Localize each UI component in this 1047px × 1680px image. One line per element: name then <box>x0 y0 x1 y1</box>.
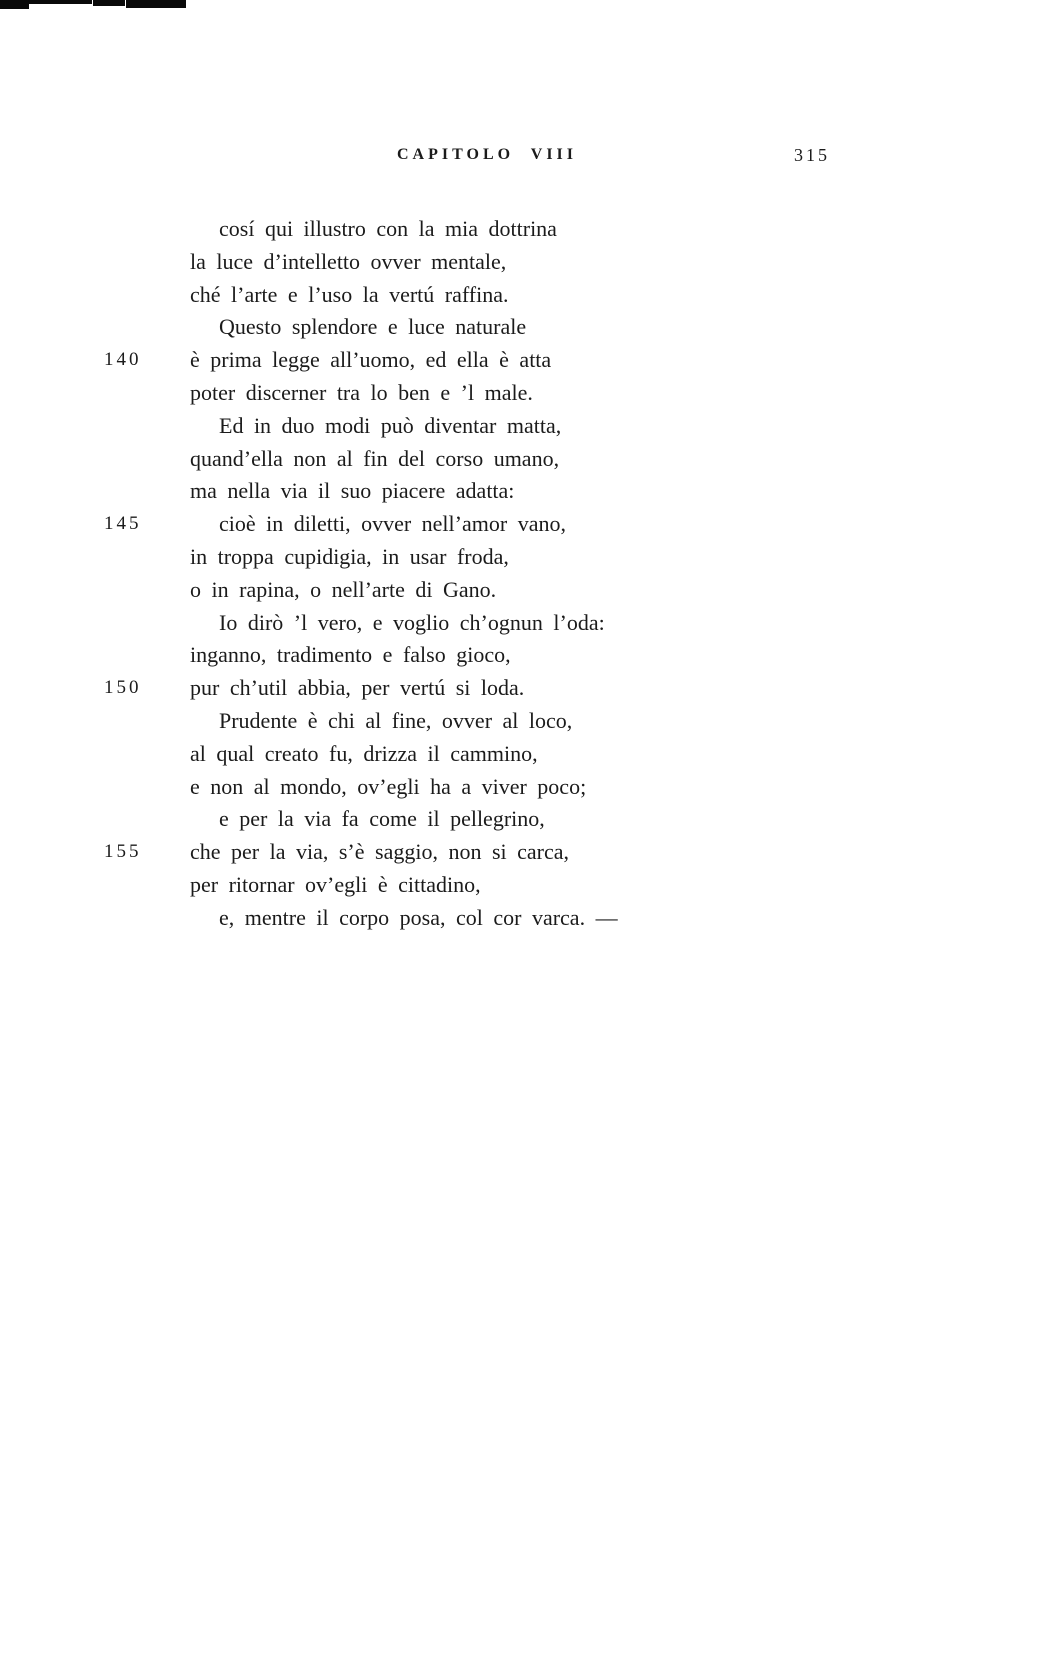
poem-line <box>0 213 1047 246</box>
poem-line <box>0 475 1047 508</box>
verse-text: che per la via, s’è saggio, non si carca, <box>190 839 570 865</box>
poem-line <box>0 803 1047 836</box>
poem <box>0 213 1047 935</box>
page-number: 315 <box>794 145 830 165</box>
poem-line <box>0 246 1047 279</box>
verse-text: ma nella via il suo piacere adatta: <box>190 478 515 504</box>
poem-line <box>0 738 1047 771</box>
scan-artifact-mark <box>0 0 29 9</box>
verse-text: la luce d’intelletto ovver mentale, <box>190 248 507 274</box>
verse-text: Ed in duo modi può diventar matta, <box>219 412 562 438</box>
verse-text: o in rapina, o nell’arte di Gano. <box>190 576 497 602</box>
verse-line-number: 145 <box>104 513 142 535</box>
verse-text: inganno, tradimento e falso gioco, <box>190 642 511 668</box>
verse-line-number: 140 <box>104 349 142 371</box>
verse-text: per ritornar ov’egli è cittadino, <box>190 871 481 897</box>
poem-line <box>0 574 1047 607</box>
poem-line <box>0 902 1047 935</box>
verse-text: cosí qui illustro con la mia dottrina <box>219 216 557 241</box>
verse-text: cioè in diletti, ovver nell’amor vano, <box>219 511 566 537</box>
verse-text: quand’ella non al fin del corso umano, <box>190 445 560 471</box>
verse-text: è prima legge all’uomo, ed ella è atta <box>190 347 552 373</box>
verse-text: Questo splendore e luce naturale <box>219 314 527 340</box>
poem-line <box>0 410 1047 443</box>
poem-line <box>0 508 1047 541</box>
verse-text: pur ch’util abbia, per vertú si loda. <box>190 675 525 701</box>
chapter-heading: CAPITOLO VIII <box>397 146 577 163</box>
verse-line-number: 150 <box>104 677 142 699</box>
poem-line <box>0 443 1047 476</box>
verse-text: e per la via fa come il pellegrino, <box>219 806 545 832</box>
poem-line <box>0 279 1047 312</box>
verse-text: in troppa cupidigia, in usar froda, <box>190 543 509 569</box>
poem-line <box>0 311 1047 344</box>
verse-text: ché l’arte e l’uso la vertú raffina. <box>190 281 509 307</box>
poem-line <box>0 541 1047 574</box>
poem-line <box>0 607 1047 640</box>
poem-line <box>0 639 1047 672</box>
poem-line <box>0 771 1047 804</box>
verse-text: e, mentre il corpo posa, col cor varca. — <box>219 904 618 930</box>
poem-line <box>0 344 1047 377</box>
verse-line-number: 155 <box>104 841 142 863</box>
verse-text: Prudente è chi al fine, ovver al loco, <box>219 707 573 733</box>
scan-artifact-mark <box>126 0 186 8</box>
scan-artifact-mark <box>93 0 125 6</box>
scan-artifact-mark <box>29 0 92 4</box>
poem-line <box>0 705 1047 738</box>
verse-text: Io dirò ’l vero, e voglio ch’ognun l’oda: <box>219 609 605 635</box>
poem-line <box>0 836 1047 869</box>
verse-text: al qual creato fu, drizza il cammino, <box>190 740 538 766</box>
poem-line <box>0 672 1047 705</box>
verse-text: e non al mondo, ov’egli ha a viver poco; <box>190 773 587 799</box>
verse-text: poter discerner tra lo ben e ’l male. <box>190 379 533 405</box>
poem-line <box>0 377 1047 410</box>
poem-line <box>0 869 1047 902</box>
